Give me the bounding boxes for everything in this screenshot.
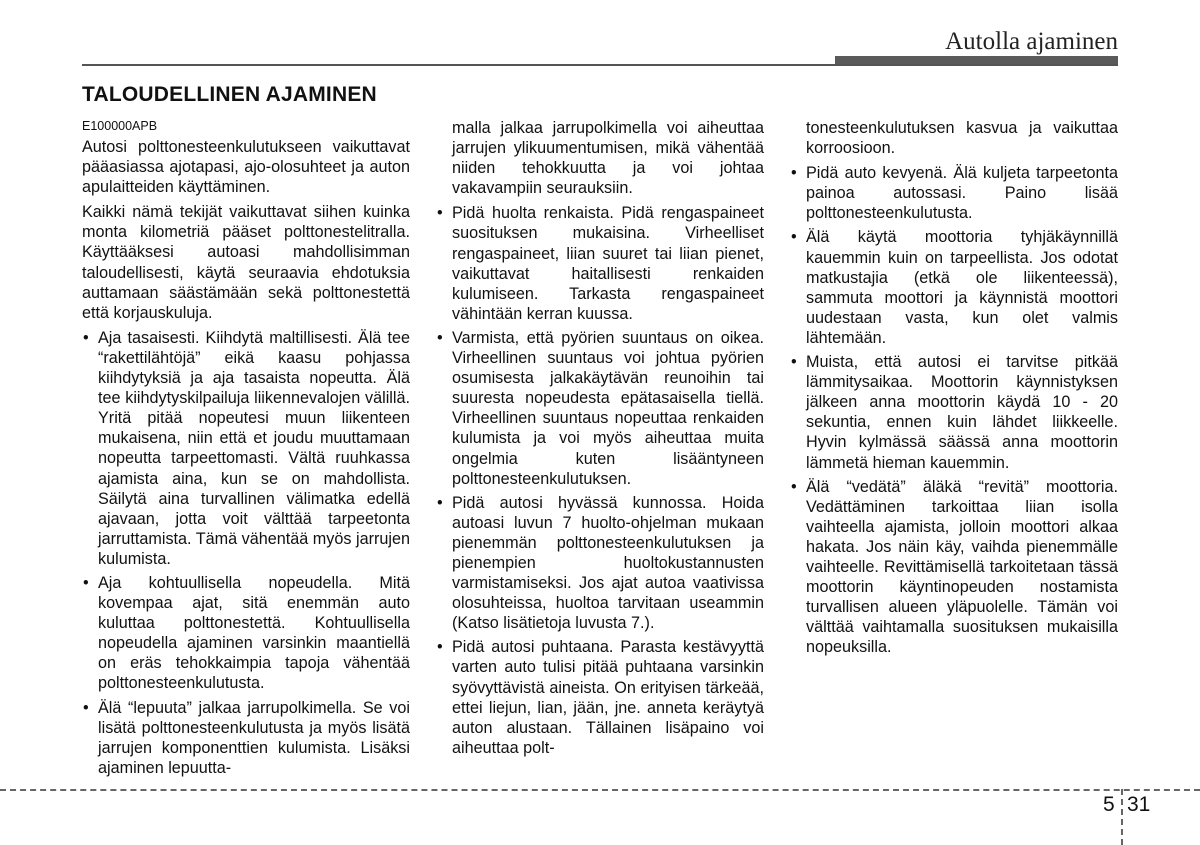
bullet-icon: • bbox=[83, 573, 89, 592]
list-item bbox=[82, 698, 410, 778]
list-item-text: Pidä autosi hyvässä kunnossa. Hoida autoasi luvun 7 huolto-ohjelman mukaan pienemmän polttonesteenkulutuksen ja pienempien huoltokustannusten varmistamiseksi. Jos ajat autoa vaativissa olosuhteissa, huoltoa tarvitaan useammin (Katso lisätietoja luvusta 7.). bbox=[452, 493, 764, 633]
running-header: Autolla ajaminen bbox=[945, 28, 1118, 55]
list-item-text: Pidä auto kevyenä. Älä kuljeta tarpeetonta painoa autossasi. Paino lisää polttonesteenkulutusta. bbox=[806, 164, 1118, 223]
header-rule bbox=[82, 64, 1118, 66]
column-3 bbox=[790, 118, 1118, 661]
bullet-icon: • bbox=[83, 698, 89, 717]
footer-dashed-rule bbox=[0, 789, 1200, 791]
list-item bbox=[82, 573, 410, 694]
bullet-icon: • bbox=[791, 164, 797, 183]
tips-list bbox=[790, 163, 1118, 657]
continued-paragraph: malla jalkaa jarrupolkimella voi aiheuttaa jarrujen ylikuumentumisen, mikä vähentää niiden tehokkuutta ja voi johtaa vakavampiin seurauksiin. bbox=[452, 119, 764, 198]
column-2 bbox=[436, 118, 764, 762]
section-code: E100000APB bbox=[82, 119, 158, 133]
section-title: TALOUDELLINEN AJAMINEN bbox=[82, 83, 377, 106]
list-item bbox=[436, 328, 764, 489]
bullet-icon: • bbox=[791, 477, 797, 496]
list-item-text: Älä “lepuuta” jalkaa jarrupolkimella. Se voi lisätä polttonesteenkulutusta ja myös lisätä jarrujen komponenttien kulumista. Lisäksi ajaminen lepuutta- bbox=[98, 698, 410, 777]
bullet-icon: • bbox=[437, 638, 443, 657]
continued-paragraph: tonesteenkulutuksen kasvua ja vaikuttaa korroosioon. bbox=[806, 119, 1118, 158]
bullet-icon: • bbox=[437, 493, 443, 512]
tips-list bbox=[82, 328, 410, 778]
list-item-text: Muista, että autosi ei tarvitse pitkää lämmitysaikaa. Moottorin käynnistyksen jälkeen anna moottorin käydä 10 - 20 sekuntia, ennen kuin lähdet liikkeelle. Hyvin kylmässä säässä anna moottorin lämmetä hieman kauemmin. bbox=[806, 353, 1118, 472]
tips-list bbox=[436, 203, 764, 758]
bullet-icon: • bbox=[791, 353, 797, 372]
list-item bbox=[790, 477, 1118, 658]
list-item-text: Aja tasaisesti. Kiihdytä maltillisesti. Älä tee “rakettilähtöjä” eikä kaasu pohjassa kiihdytyksiä ja aja tasaista nopeutta. Älä tee kiihdytyskilpailuja liikennevalojen välillä. Yritä pitää nopeutesi muun liikenteen mukaisena, niin että et joudu muuttamaan nopeutta tarpeettomasti. Vältä ruuhkassa ajamista aina, kun se on mahdollista. Säilytä aina turvallinen välimatka edellä ajavaan, jotta voit välttää tarpeetonta jarruttamista. Tämä vähentää myös jarrujen kulumista. bbox=[98, 328, 410, 568]
list-item-text: Älä käytä moottoria tyhjäkäynnillä kauemmin kuin on tarpeellista. Jos odotat matkustajia (etkä ole liikenteessä), sammuta moottori ja käynnistä moottori uudestaan vasta, kun olet valmis lähtemään. bbox=[806, 228, 1118, 347]
list-item bbox=[436, 493, 764, 634]
chapter-number: 5 bbox=[1103, 793, 1115, 816]
intro-paragraph: Autosi polttonesteenkulutukseen vaikuttavat pääasiassa ajotapasi, ajo-olosuhteet ja auton apulaitteiden käyttäminen. bbox=[82, 138, 410, 197]
list-item bbox=[790, 227, 1118, 348]
list-item bbox=[790, 352, 1118, 473]
page-number-separator bbox=[1121, 789, 1123, 845]
page-number: 31 bbox=[1127, 793, 1151, 816]
list-item-text: Pidä huolta renkaista. Pidä rengaspaineet suosituksen mukaisina. Virheelliset rengaspaineet, liian suuret tai liian pienet, vaikuttavat haitallisesti renkaiden kulumiseen. Tarkasta rengaspaineet vähintään kerran kuussa. bbox=[452, 204, 764, 323]
list-item-text: Varmista, että pyörien suuntaus on oikea. Virheellinen suuntaus voi johtua pyörien osumisesta jalkakäytävän reunoihin tai suuresta nopeudesta epätasaisella tiellä. Virheellinen suuntaus nopeuttaa renkaiden kulumista ja voi myös aiheuttaa muita ongelmia kuten lisääntyneen polttonesteenkulutuksen. bbox=[452, 328, 764, 488]
list-item bbox=[790, 163, 1118, 223]
bullet-icon: • bbox=[791, 228, 797, 247]
list-item-text: Aja kohtuullisella nopeudella. Mitä kovempaa ajat, sitä enemmän auto kuluttaa polttonestettä. Kohtuullisella nopeudella ajaminen varsinkin maantiellä on eräs tehokkaimpia tapoja vähentää polttonesteenkulutusta. bbox=[98, 573, 410, 693]
bullet-icon: • bbox=[437, 204, 443, 223]
list-item bbox=[436, 203, 764, 324]
intro-paragraph: Kaikki nämä tekijät vaikuttavat siihen kuinka monta kilometriä pääset polttonestelitralla. Käyttääksesi autoasi mahdollisimman taloudellisesti, käytä seuraavia ehdotuksia auttamaan säästämään sekä polttonestettä että korjauskuluja. bbox=[82, 203, 410, 322]
list-item bbox=[436, 637, 764, 758]
bullet-icon: • bbox=[83, 328, 89, 347]
list-item-text: Älä “vedätä” äläkä “revitä” moottoria. Vedättäminen tarkoittaa liian isolla vaihteella ajamista, jolloin moottori alkaa hakata. Jos näin käy, vaihda pienemmälle vaihteelle. Revittämisellä tarkoitetaan tässä moottorin käyntinopeuden nostamista turvallisen alueen yläpuolelle. Tämän voi välttää vaihtamalla suosituksen mukaisilla nopeuksilla. bbox=[806, 477, 1118, 657]
list-item-text: Pidä autosi puhtaana. Parasta kestävyyttä varten auto tulisi pitää puhtaana varsinkin syövyttävistä aineista. On erityisen tärkeää, ettei liejun, lian, jään, jne. anneta keräytyä auton alustaan. Tällainen lisäpaino voi aiheuttaa polt- bbox=[452, 638, 764, 757]
list-item bbox=[82, 328, 410, 569]
bullet-icon: • bbox=[437, 328, 443, 347]
column-1 bbox=[82, 137, 410, 782]
